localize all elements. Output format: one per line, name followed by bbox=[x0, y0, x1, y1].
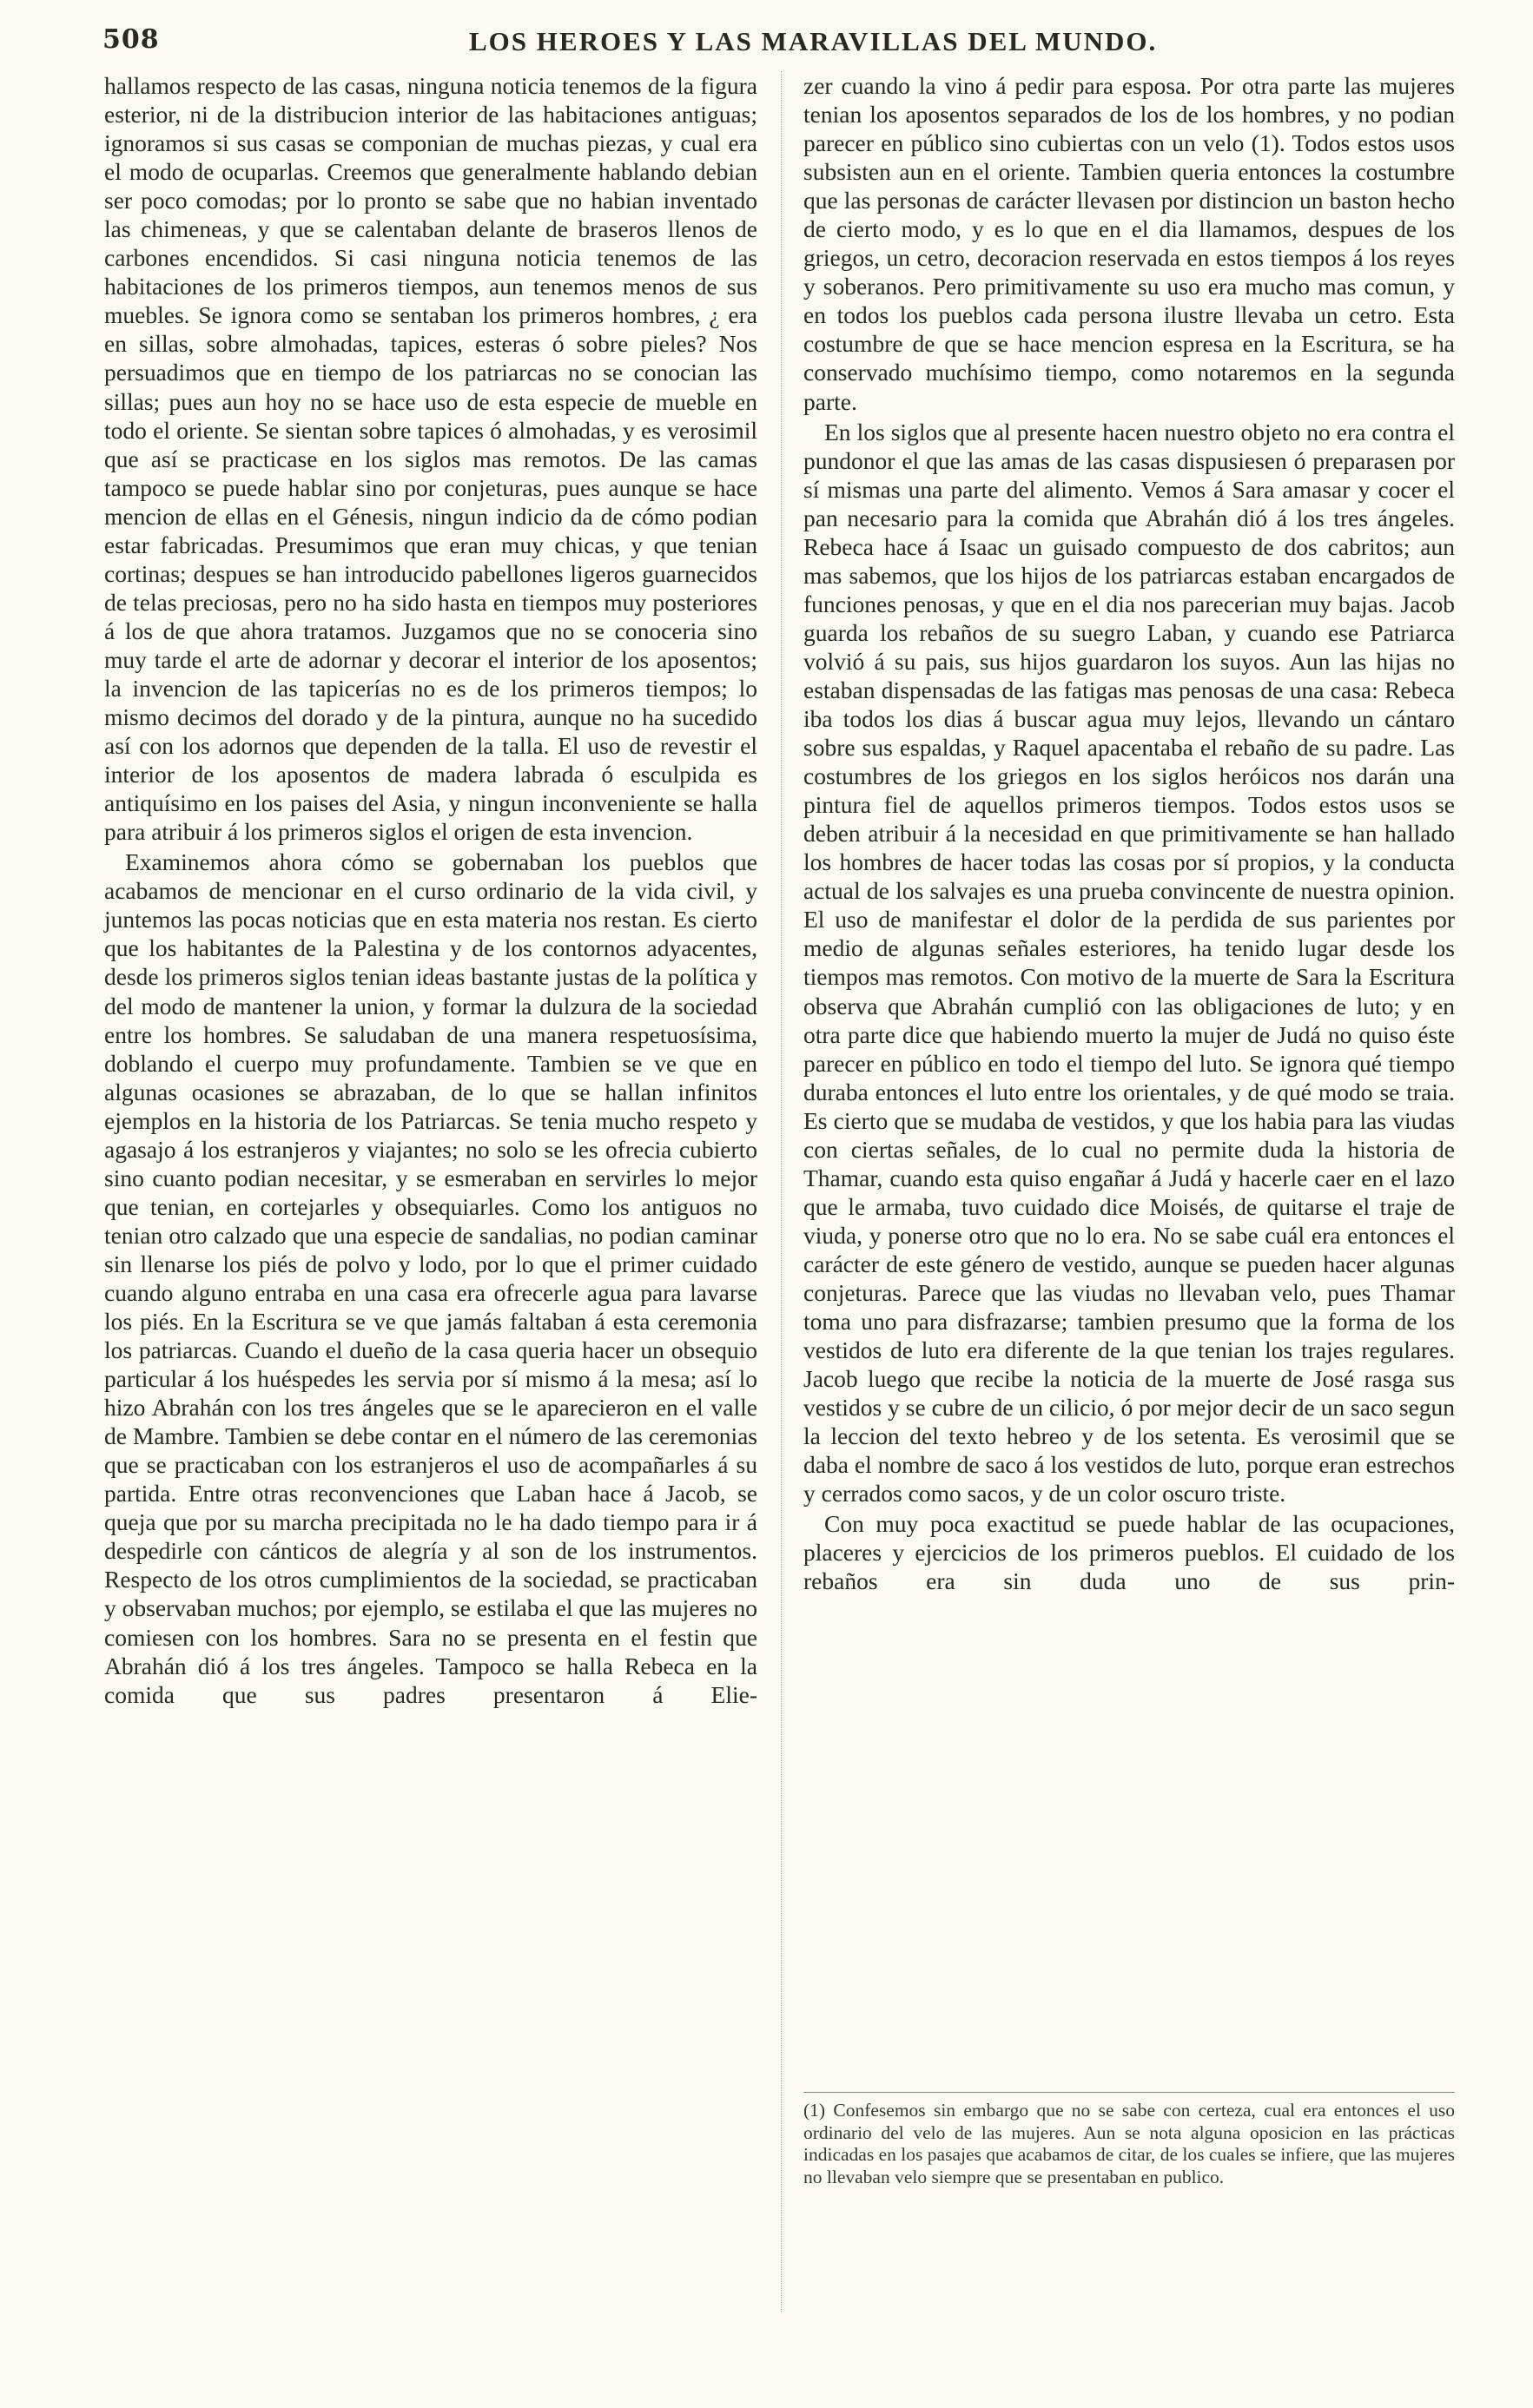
paragraph: Examinemos ahora cómo se gobernaban los pueblos que acabamos de mencionar en el curso ordinario de la vida civil, y juntemos las pocas noticias que en esta materia nos restan. Es cierto que los habitantes de la Palestina y de los contornos adyacentes, desde los primeros siglos tenian ideas bastante justas de la política y del modo de mantener la union, y formar la dulzura de la sociedad entre los hombres. Se saludaban de una manera respetuosísima, doblando el cuerpo muy profundamente. Tambien se ve que en algunas ocasiones se abrazaban, de lo que se hallan infinitos ejemplos en la historia de los Patriarcas. Se tenia mucho respeto y agasajo á los estranjeros y viajantes; no solo se les ofrecia cubierto sino cuanto podian necesitar, y se esmeraban en servirles lo mejor que tenian, en cortejarles y obsequiarles. Como los antiguos no tenian otro calzado que una especie de sandalias, no podian caminar sin llenarse los piés de polvo y lodo, por lo que el primer cuidado cuando alguno entraba en una casa era ofrecerle agua para lavarse los piés. En la Escritura se ve que jamás faltaban á esta ceremonia los patriarcas. Cuando el dueño de la casa queria hacer un obsequio particular á los huéspedes les servia por sí mismo á la mesa; así lo hizo Abrahán con los tres ángeles que se le aparecieron en el valle de Mambre. Tambien se debe contar en el número de las ceremonias que se practicaban con los estranjeros el uso de acompañarles á su partida. Entre otras reconvenciones que Laban hace á Jacob, se queja que por su marcha precipitada no le ha dado tiempo para ir á despedirle con cánticos de alegría y al son de los instrumentos. Respecto de los otros cumplimientos de la sociedad, se practicaban y observaban muchos; por ejemplo, se estilaba el que las mujeres no comiesen con los hombres. Sara no se presenta en el festin que Abrahán dió á los tres ángeles. Tampoco se halla Rebeca en la comida que sus padres presentaron á Elie- bbox=[104, 848, 757, 1708]
left-column bbox=[104, 71, 757, 1709]
column-divider bbox=[781, 71, 782, 2312]
paragraph: hallamos respecto de las casas, ninguna noticia tenemos de la figura esterior, ni de la distribucion interior de las habitaciones antiguas; ignoramos si sus casas se componian de muchas piezas, y cual era el modo de ocuparlas. Creemos que generalmente hablando debian ser poco comodas; por lo pronto se sabe que no habian inventado las chimeneas, y que se calentaban delante de braseros llenos de carbones encendidos. Si casi ninguna noticia tenemos de las habitaciones de los primeros tiempos, aun tenemos menos de sus muebles. Se ignora como se sentaban los primeros hombres, ¿ era en sillas, sobre almohadas, tapices, esteras ó sobre pieles? Nos persuadimos que en tiempo de los patriarcas no se conocian las sillas; pues aun hoy no se hace uso de esta especie de mueble en todo el oriente. Se sientan sobre tapices ó almohadas, y es verosimil que así se practicase en los siglos mas remotos. De las camas tampoco se puede hablar sino por conjeturas, pues aunque se hace mencion de ellas en el Génesis, ningun indicio da de cómo podian estar fabricadas. Presumimos que eran muy chicas, y que tenian cortinas; despues se han introducido pabellones ligeros guarnecidos de telas preciosas, pero no ha sido hasta en tiempos muy posteriores á los de que ahora tratamos. Juzgamos que no se conoceria sino muy tarde el arte de adornar y decorar el interior de los aposentos; la invencion de las tapicerías no es de los primeros tiempos; lo mismo decimos del dorado y de la pintura, aunque no ha sucedido así con los adornos que dependen de la talla. El uso de revestir el interior de los aposentos de madera labrada ó esculpida es antiquísimo en los paises del Asia, y ningun inconveniente se halla para atribuir á los primeros siglos el origen de esta invencion. bbox=[104, 72, 757, 846]
paragraph: En los siglos que al presente hacen nuestro objeto no era contra el pundonor el que las amas de las casas dispusiesen ó preparasen por sí mismas una parte del alimento. Vemos á Sara amasar y cocer el pan necesario para la comida que Abrahán dió á los tres ángeles. Rebeca hace á Isaac un guisado compuesto de dos cabritos; aun mas sabemos, que los hijos de los patriarcas estaban encargados de funciones penosas, y que en el dia nos parecerian muy bajas. Jacob guarda los rebaños de su suegro Laban, y cuando ese Patriarca volvió á su pais, sus hijos guardaron los suyos. Aun las hijas no estaban dispensadas de las fatigas mas penosas de una casa: Rebeca iba todos los dias á buscar agua muy lejos, llevando un cántaro sobre sus espaldas, y Raquel apacentaba el rebaño de su padre. Las costumbres de los griegos en los siglos heróicos nos darán una pintura fiel de aquellos primeros tiempos. Todos estos usos se deben atribuir á la necesidad en que primitivamente se han hallado los hombres de hacer todas las cosas por sí propios, y la conducta actual de los salvajes es una prueba convincente de nuestra opinion. El uso de manifestar el dolor de la perdida de sus parientes por medio de algunas señales esteriores, ha tenido lugar desde los tiempos mas remotos. Con motivo de la muerte de Sara la Escritura observa que Abrahán cumplió con las obligaciones de luto; y en otra parte dice que habiendo muerto la mujer de Judá no quiso éste parecer en público en todo el tiempo del luto. Se ignora qué tiempo duraba entonces el luto entre los orientales, y de qué modo se traia. Es cierto que se mudaba de vestidos, y que los habia para las viudas con ciertas señales, de lo cual no permite duda la historia de Thamar, cuando esta quiso engañar á Judá y hacerle caer en el lazo que le armaba, tuvo cuidado dice Moisés, de quitarse el traje de viuda, y ponerse otro que no lo era. No se sabe cuál era entonces el carácter de este género de vestido, aunque se pueden hacer algunas conjeturas. Parece que las viudas no llevaban velo, pues Thamar toma uno para disfrazarse; tambien presumo que la forma de los vestidos de luto era diferente de la que tenian los trajes regulares. Jacob luego que recibe la noticia de la muerte de José rasga sus vestidos y se cubre de un cilicio, ó por mejor decir de un saco segun la leccion del texto hebreo y de los setenta. Es verosimil que se daba el nombre de saco á los vestidos de luto, porque eran estrechos y cerrados como sacos, y de un color oscuro triste. bbox=[803, 418, 1455, 1507]
footnote-rule bbox=[803, 2092, 1455, 2093]
page-number: 508 bbox=[102, 24, 160, 55]
paragraph: zer cuando la vino á pedir para esposa. Por otra parte las mujeres tenian los aposentos separados de los de los hombres, y no podian parecer en público sino cubiertas con un velo (1). Todos estos usos subsisten aun en el oriente. Tambien queria entonces la costumbre que las personas de carácter llevasen por distincion un baston hecho de cierto modo, y es lo que en el dia llamamos, despues de los griegos, un cetro, decoracion reservada en estos tiempos á los reyes y soberanos. Pero primitivamente su uso era mucho mas comun, y en todos los pueblos cada persona ilustre llevaba un cetro. Esta costumbre de que se hace mencion espresa en la Escritura, se ha conservado muchísimo tiempo, como notaremos en la segunda parte. bbox=[803, 72, 1455, 415]
paragraph: Con muy poca exactitud se puede hablar de las ocupaciones, placeres y ejercicios de los primeros pueblos. El cuidado de los rebaños era sin duda uno de sus prin- bbox=[803, 1510, 1455, 1595]
right-column bbox=[803, 71, 1455, 1595]
running-title: LOS HEROES Y LAS MARAVILLAS DEL MUNDO. bbox=[469, 26, 1158, 56]
footnote: (1) Confesemos sin embargo que no se sabe con certeza, cual era entonces el uso ordinario del velo de las mujeres. Aun se nota alguna oposicion en las prácticas indicadas en los pasajes que acabamos de citar, de los cuales se infiere, que las mujeres no llevaban velo siempre que se presentaban en publico. bbox=[803, 2100, 1455, 2187]
